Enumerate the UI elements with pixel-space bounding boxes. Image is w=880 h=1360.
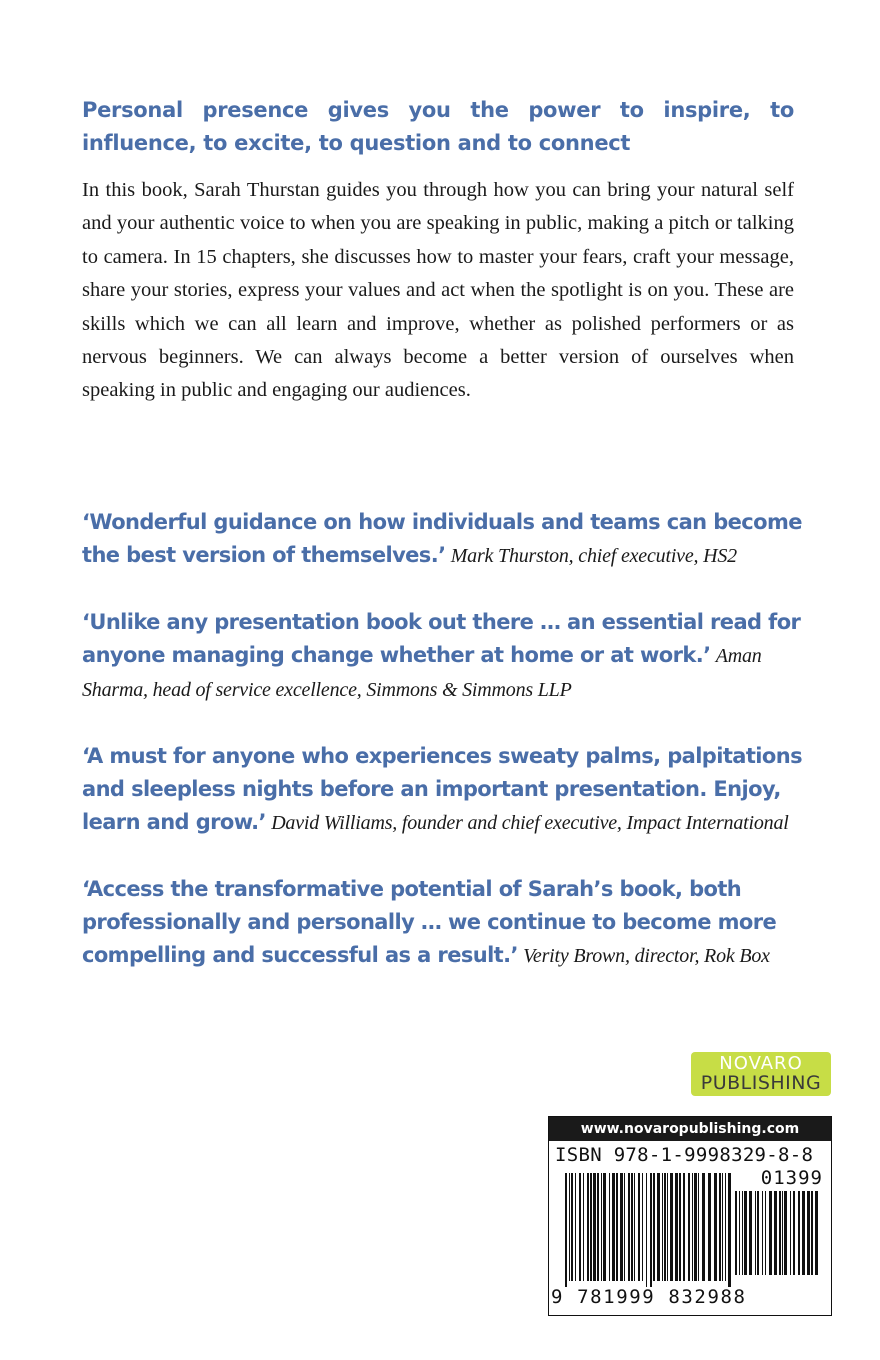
barcode-bar xyxy=(583,1173,584,1281)
endorsement-attribution: Verity Brown, director, Rok Box xyxy=(523,945,770,967)
barcode-bar xyxy=(634,1173,635,1281)
endorsement-quote: ‘A must for anyone who experiences sweaty palms, palpitations and sleepless nights before an important presentation. Enjoy, learn and grow.’ xyxy=(82,744,802,834)
barcode-bar xyxy=(802,1191,805,1275)
barcode-bar xyxy=(815,1191,818,1275)
book-blurb: In this book, Sarah Thurstan guides you through how you can bring your natural self and your authentic voice to when you are speaking in public, making a pitch or talking to camera. In 15 chapters, she discusses how to master your fears, craft your message, share your stories, express your values and act when the spotlight is on you. These are skills which we can all learn and improve, whether as polished performers or as nervous beginners. We can always become a better version of ourselves when speaking in public and engaging our audiences. xyxy=(82,179,794,402)
barcode-bar xyxy=(628,1173,630,1281)
barcode-bar xyxy=(757,1191,759,1275)
endorsement-1 xyxy=(82,506,802,573)
barcode-bar xyxy=(646,1173,647,1293)
barcode-bar xyxy=(807,1191,810,1275)
barcode-bar xyxy=(784,1191,787,1275)
logo-line-1: NOVARO xyxy=(719,1053,803,1074)
endorsement-quote: ‘Wonderful guidance on how individuals and teams can become the best version of themselves.’ xyxy=(82,510,802,567)
barcode-bar xyxy=(650,1173,652,1293)
barcode-bar xyxy=(667,1173,668,1281)
barcode-bar xyxy=(735,1191,737,1275)
barcode-bar xyxy=(631,1173,633,1281)
barcode-bar xyxy=(587,1173,589,1281)
barcode-addon-bars xyxy=(735,1191,823,1287)
barcode-bar xyxy=(683,1173,685,1281)
barcode-bar xyxy=(782,1191,783,1275)
barcode-bar xyxy=(575,1173,576,1281)
publisher-logo xyxy=(691,1052,831,1096)
barcode-bar xyxy=(603,1173,606,1281)
barcode-bar xyxy=(702,1173,705,1281)
barcode-bar xyxy=(565,1173,567,1293)
barcode-bar xyxy=(609,1173,610,1281)
barcode-bar xyxy=(670,1173,673,1281)
barcode-bar xyxy=(688,1173,690,1281)
isbn-label: ISBN 978-1-9998329-8-8 xyxy=(555,1144,814,1166)
barcode-bar xyxy=(762,1191,763,1275)
barcode-bar xyxy=(744,1191,747,1275)
barcode-bar xyxy=(728,1173,731,1293)
barcode-bar xyxy=(798,1191,800,1275)
endorsement-2 xyxy=(82,606,802,707)
barcode-bar xyxy=(593,1173,596,1281)
barcode-bar xyxy=(579,1173,581,1281)
barcode-bar xyxy=(765,1191,766,1275)
endorsement-3 xyxy=(82,740,802,840)
barcode-bar xyxy=(664,1173,666,1281)
barcode-bar xyxy=(620,1173,623,1281)
barcode-bar xyxy=(698,1173,699,1281)
barcode-panel xyxy=(548,1116,832,1316)
barcode-bar xyxy=(616,1173,618,1281)
barcode-bar xyxy=(755,1191,756,1275)
barcode-bar xyxy=(811,1191,813,1275)
barcode-bar xyxy=(742,1191,743,1275)
endorsement-attribution: Mark Thurston, chief executive, HS2 xyxy=(450,545,737,567)
barcode-bar xyxy=(624,1173,625,1281)
barcode-bar xyxy=(708,1173,711,1281)
barcode-bar xyxy=(653,1173,655,1281)
endorsement-quote: ‘Access the transformative potential of Sarah’s book, both professionally and personally … we continue to become more compelling and successful as a result.’ xyxy=(82,877,777,967)
ean-digits: 9 781999 832988 xyxy=(551,1286,747,1308)
barcode-bar xyxy=(722,1173,723,1281)
barcode-bar xyxy=(779,1191,781,1275)
endorsement-quote: ‘Unlike any presentation book out there … an essential read for anyone managing change whether at home or at work.’ xyxy=(82,610,801,667)
publisher-url: www.novaropublishing.com xyxy=(549,1117,831,1141)
barcode-bar xyxy=(749,1191,752,1275)
barcode-bar xyxy=(793,1191,795,1275)
barcode-bar xyxy=(657,1173,660,1281)
barcode-bar xyxy=(675,1173,678,1281)
endorsement-4 xyxy=(82,873,802,973)
barcode-bar xyxy=(662,1173,663,1281)
barcode-bar xyxy=(601,1173,602,1281)
barcode-bar xyxy=(692,1173,693,1281)
logo-line-2: PUBLISHING xyxy=(700,1072,822,1094)
barcode-bar xyxy=(790,1191,791,1275)
barcode-bar xyxy=(774,1191,777,1275)
barcode-bar xyxy=(612,1173,615,1281)
endorsement-attribution: Aman Sharma, head of service excellence, Simmons & Simmons LLP xyxy=(82,645,762,701)
barcode-bar xyxy=(638,1173,640,1281)
barcode-bar xyxy=(571,1173,573,1281)
barcode-bar xyxy=(569,1173,570,1281)
barcode-bar xyxy=(769,1191,772,1275)
barcode-bar xyxy=(679,1173,681,1281)
price-code: 01399 xyxy=(760,1167,823,1189)
barcode-bar xyxy=(714,1173,717,1281)
endorsement-attribution: David Williams, founder and chief executive, Impact International xyxy=(271,812,789,834)
barcode-bar xyxy=(739,1191,740,1275)
headline: Personal presence gives you the power to inspire, to influence, to excite, to question and to connect xyxy=(82,98,794,155)
barcode-bar xyxy=(597,1173,599,1281)
barcode-bar xyxy=(694,1173,697,1281)
barcode-main-bars xyxy=(565,1173,731,1293)
barcode-bar xyxy=(725,1173,726,1281)
barcode-bar xyxy=(719,1173,721,1281)
barcode-bar xyxy=(642,1173,643,1281)
barcode-bar xyxy=(590,1173,592,1281)
